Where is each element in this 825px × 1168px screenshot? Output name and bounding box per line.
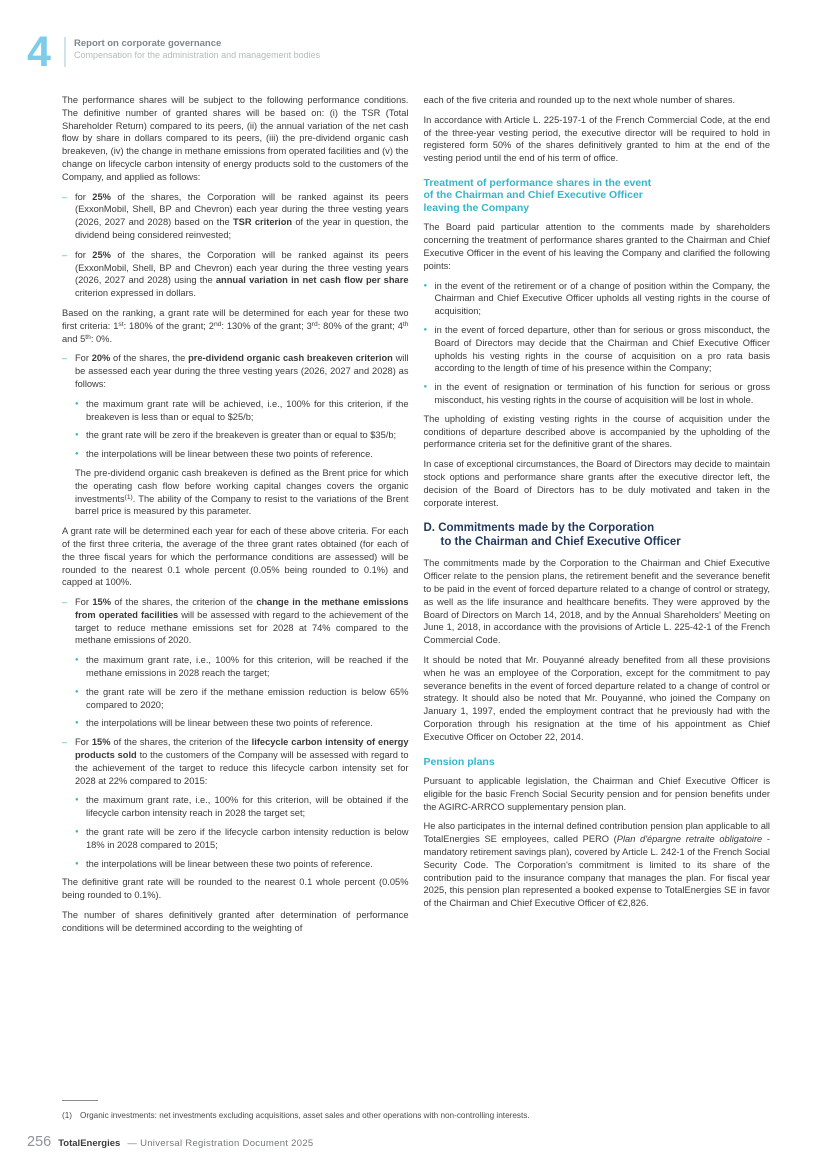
text-run: Plan d'épargne retraite obligatoire [616,834,763,845]
section-heading [424,522,771,549]
footnote-divider [62,1100,98,1101]
list-item-text [435,382,771,405]
paragraph [424,458,771,509]
bullet-dot-icon: ● [75,657,79,664]
text-run: th [402,321,409,329]
dot-list-item [75,858,409,871]
text-run: change in the methane emissions from operated facilities [75,597,409,620]
text-run: 25% [92,249,111,260]
list-item-text [86,687,409,710]
list-item-text [75,250,409,298]
list-item-text [86,399,409,422]
text-run: - mandatory retirement savings plan), covered by Article L. 242-1 of the French Social Security Code. The Corporation's commitment is limited to its share of the contribution paid to the insurance company that manages the plan. For fiscal year 2025, this pension plan represented a booked expense to TotalEnergies SE in favor of the Chairman and Chief Executive Officer of €2,826. [423,834,770,909]
text-run: the grant rate will be zero if the methane emission reduction is below 65% compared to 2020; [86,686,409,710]
header-titles [74,34,320,61]
text-run: The pre-dividend organic cash breakeven is defined as the Brent price for which the operating cash flow before working capital changes covers the organic investments [75,467,409,504]
paragraph [62,876,409,902]
text-run: lifecycle carbon intensity of energy products sold [75,737,409,761]
paragraph [62,94,409,184]
page-number: 256 [27,1134,52,1150]
paragraph [62,909,409,935]
text-run: of the shares, the criterion of the [110,737,252,748]
list-item-text [75,597,409,645]
list-item-text [86,859,373,869]
text-run: for [75,249,93,260]
bullet-dot-icon: ● [75,860,79,867]
dot-list-item [75,448,409,461]
text-run: to the customers of the Company will be assessed with regard to the achievement of the target to reduce this lifecycle carbon intensity set for 2028 at 22% compared to 2015: [75,750,409,786]
text-run: to the Chairman and Chief Executive Officer [440,535,681,548]
text-run: Treatment of performance shares in the event [423,176,652,189]
bullet-dot-icon: ● [75,400,79,407]
text-run: each of the five criteria and rounded up to the next whole number of shares. [423,95,736,105]
dash-list-item [62,352,409,390]
paragraph [424,114,771,165]
text-run: and 5 [62,333,86,344]
list-item-text [86,430,396,440]
text-run: 15% [92,597,111,608]
bullet-dash-icon: – [62,597,68,608]
text-run: in the event of resignation or termination of his function for serious or gross misconduct, his vesting rights in the course of acquisition will be lost in whole. [434,382,770,406]
text-run: the grant rate will be zero if the breakeven is greater than or equal to $35/b; [86,430,397,441]
running-header-subtitle: Compensation for the administration and management bodies [74,49,321,60]
text-run: The Board paid particular attention to the comments made by shareholders concerning the treatment of performance shares granted to the Chairman and Chief Executive Officer in the event of his leaving the Company and clarified the following points: [423,222,770,271]
paragraph [424,94,771,107]
bullet-dot-icon: ● [423,282,428,289]
text-run: the maximum grant rate, i.e., 100% for this criterion, will be reached if the methane emissions in 2028 reach the target; [86,655,409,679]
dot-list-item [75,826,409,852]
text-run: A grant rate will be determined each year for each of these above criteria. For each of the first three criteria, the average of the three grant rates obtained (for each of the three fiscal years for which the performance conditions are assessed) will be rounded to the nearest 0.1 whole percent (0.05% being rounded to 0.1%) and capped at 100%. [62,526,409,588]
text-run: for [75,191,93,202]
dot-list-item [75,794,409,820]
brand-name: TotalEnergies [58,1138,121,1149]
text-run: For [75,353,92,364]
list-item-text [75,192,409,240]
dash-list-item [62,249,409,300]
text-run: For [75,597,93,608]
text-run: D. Commitments made by the Corporation [423,522,655,535]
paragraph [424,654,771,744]
text-run: nd [213,321,222,329]
bullet-dash-icon: – [62,249,68,260]
list-item-text [435,281,771,317]
paragraph [62,525,409,589]
text-run: : 80% of the grant; 4 [317,320,403,331]
bullet-dot-icon: ● [75,720,79,727]
text-run: of the year in question, the dividend being considered reinvested; [75,217,409,240]
text-run: It should be noted that Mr. Pouyanné already benefited from all these provisions when he was an employee of the Corporation, except for the commitment to pay severance benefits in the event of forced departure related to a change of control or strategy. It should also be noted that Mr. Pouyanné, who joined the Company on January 1, 1997, ended the employment contract that he previously had with the Corporation through his resignation at the time of his appointment as Chief Executive Officer on October 22, 2014. [423,655,770,742]
text-run: : 0%. [90,333,113,344]
running-header-title: Report on corporate governance [74,38,222,49]
paragraph [424,557,771,647]
text-run: : 130% of the grant; 3 [221,320,312,331]
text-run: the grant rate will be zero if the lifecycle carbon intensity reduction is below 18% in 2028 compared to 2015; [86,827,409,850]
dot-list-item [75,686,409,712]
text-run: th [85,334,91,342]
paragraph [424,820,771,910]
dash-list-item [62,736,409,787]
text-run: The number of shares definitively granted after determination of performance conditions will be determined according to the weighting of [62,910,409,933]
text-run: the maximum grant rate will be achieved, i.e., 100% for this criterion, if the breakeven is less than or equal to $25/b; [86,398,409,422]
text-run: The upholding of existing vesting rights in the course of acquisition under the conditions of departure described above is accompanied by the upholding of the performance criteria set for the definitive grant of the shares. [423,413,770,450]
text-run: the maximum grant rate, i.e., 100% for this criterion, will be obtained if the lifecycle carbon intensity reach in 2028 the target set; [86,795,409,819]
bullet-dash-icon: – [62,353,68,364]
dot-list-item [75,429,409,442]
chapter-number: 4 [27,28,51,76]
paragraph [424,221,771,272]
right-column [424,94,771,942]
list-item-text [75,737,409,785]
text-run: (1) [124,494,133,502]
text-run: will be assessed each year during the three vesting years (2026, 2027 and 2028) as follows: [75,353,409,389]
bullet-dash-icon: – [62,737,68,748]
page-header [27,28,321,76]
list-item-text [86,827,409,850]
paragraph [424,775,771,813]
text-run: of the shares, the [110,353,189,364]
text-run: in the event of the retirement or of a change of position within the Company, the Chairman and Chief Executive Officer upholds all vesting rights in the course of acquisition; [434,280,770,317]
list-item-text [86,449,373,459]
text-run: In case of exceptional circumstances, the Board of Directors may decide to maintain stock options and performance share grants after the executive director left, the decision of the Board of Directors has to be duly motivated and taken in the corporate interest. [423,459,770,508]
list-item-text [75,353,409,389]
paragraph [424,413,771,451]
list-item-text [435,325,771,373]
page-footer [27,1134,314,1150]
text-run: criterion expressed in dollars. [75,288,196,299]
text-run: The commitments made by the Corporation to the Chairman and Chief Executive Officer relate to the pension plans, the retirement benefit and the severance benefit to be paid in the event of forced departure related to a change of control or strategy, as well as the life insurance and healthcare benefits. They were approved by the Board of Directors on March 14, 2018, and by the Annual Shareholders' Meeting on June 1, 2018, in accordance with the provisions of Article L. 225-42-1 of the French Commercial Code. [423,558,770,646]
text-run: pre-dividend organic cash breakeven criterion [188,353,393,364]
text-run: The performance shares will be subject to the following performance conditions. The definitive number of granted shares will be based on: (i) the TSR (Total Shareholder Return) compared to its peers, (ii) the annual variation of the net cash flow by share in dollars compared to its peers, (iii) the pre-dividend organic cash breakeven, (iv) the change in methane emissions from operated facilities and (v) the change on lifecycle carbon intensity of energy products sold to the customers of the Company, and applied as follows: [62,95,409,182]
bullet-dot-icon: ● [75,451,79,458]
list-item-text [86,795,409,818]
list-item-text [86,718,373,728]
footnote [62,1111,770,1121]
bullet-dot-icon: ● [75,797,79,804]
text-run: the interpolations will be linear between these two points of reference. [86,449,373,460]
dot-list-item [424,324,771,375]
text-run: annual variation in net cash flow per share [215,275,409,286]
subsection-heading [424,756,771,769]
text-run: st [118,321,124,329]
text-run: 20% [91,353,111,364]
text-run: rd [311,321,318,329]
text-run: of the shares, the criterion of the [111,597,257,608]
dash-list-item [62,596,409,647]
text-run: the interpolations will be linear between these two points of reference. [86,858,373,869]
text-run: TSR criterion [233,217,293,228]
text-run: The definitive grant rate will be rounded to the nearest 0.1 whole percent (0.05% being rounded to 0.1%). [62,877,409,901]
bullet-dot-icon: ● [423,384,428,391]
text-run: He also participates in the internal defined contribution pension plan applicable to all TotalEnergies SE employees, called PERO ( [423,821,770,845]
text-run: leaving the Company [423,201,530,214]
dash-list-item [62,191,409,242]
text-run: will be assessed with regard to the achievement of the target to reduce methane emissions set for 2028 at 74% compared to the methane emissions of 2020. [75,609,409,646]
text-run: Pursuant to applicable legislation, the Chairman and Chief Executive Officer is eligible for the basic French Social Security pension and for pension benefits under the AGIRC-ARRCO supplementary pension plan. [423,776,770,812]
text-run: 15% [91,737,111,748]
text-run: . The ability of the Company to resist to the variations of the Brent barrel price is measured by this parameter. [75,493,409,517]
document-title: — Universal Registration Document 2025 [127,1138,314,1149]
dot-list-item [75,654,409,680]
text-run: of the shares, the Corporation will be ranked against its peers (ExxonMobil, Shell, BP and Chevron) each year during the three vesting years (2026, 2027 and 2028) using the [75,249,409,286]
subsection-heading [424,177,771,215]
footnote-text: Organic investments: net investments excluding acquisitions, asset sales and other operations with non-controlling interests. [80,1111,530,1120]
dot-list-item [75,717,409,730]
dot-list-item [424,381,771,407]
text-run: of the Chairman and Chief Executive Officer [423,189,643,202]
bullet-dot-icon: ● [423,327,428,334]
text-run: For [75,737,92,748]
two-column-body [62,94,770,942]
paragraph [62,307,409,345]
text-run: Pension plans [423,755,495,768]
text-run: Based on the ranking, a grant rate will be determined for each year for these two first criteria: 1 [62,307,409,331]
text-run: 25% [92,191,111,202]
list-item-text [86,655,409,678]
header-divider [64,37,66,67]
text-run: of the shares, the Corporation will be ranked against its peers (ExxonMobil, Shell, BP and Chevron) each year during the three vesting years (2026, 2027 and 2028) based on the [75,191,409,228]
footnote-marker: (1) [62,1111,73,1120]
text-run: In accordance with Article L. 225-197-1 of the French Commercial Code, at the end of the three-year vesting period, the executive director will be required to hold in registered form 50% of the shares definitively granted to him at the end of the vesting period until the end of his term of office. [423,114,770,164]
dot-list-item [75,398,409,424]
bullet-dot-icon: ● [75,688,79,695]
bullet-dot-icon: ● [75,432,79,439]
text-run: the interpolations will be linear between these two points of reference. [86,718,373,729]
text-run: in the event of forced departure, other than for serious or gross misconduct, the Board of Directors may decide that the Chairman and Chief Executive Officer upholds his vesting rights in the course of acquisition on a pro rata basis according to the length of time of his presence within the Company; [434,325,770,374]
text-run: : 180% of the grant; 2 [123,320,214,331]
bullet-dot-icon: ● [75,829,79,836]
paragraph-indented [75,467,409,518]
dot-list-item [424,280,771,318]
left-column [62,94,409,942]
bullet-dash-icon: – [62,191,68,202]
